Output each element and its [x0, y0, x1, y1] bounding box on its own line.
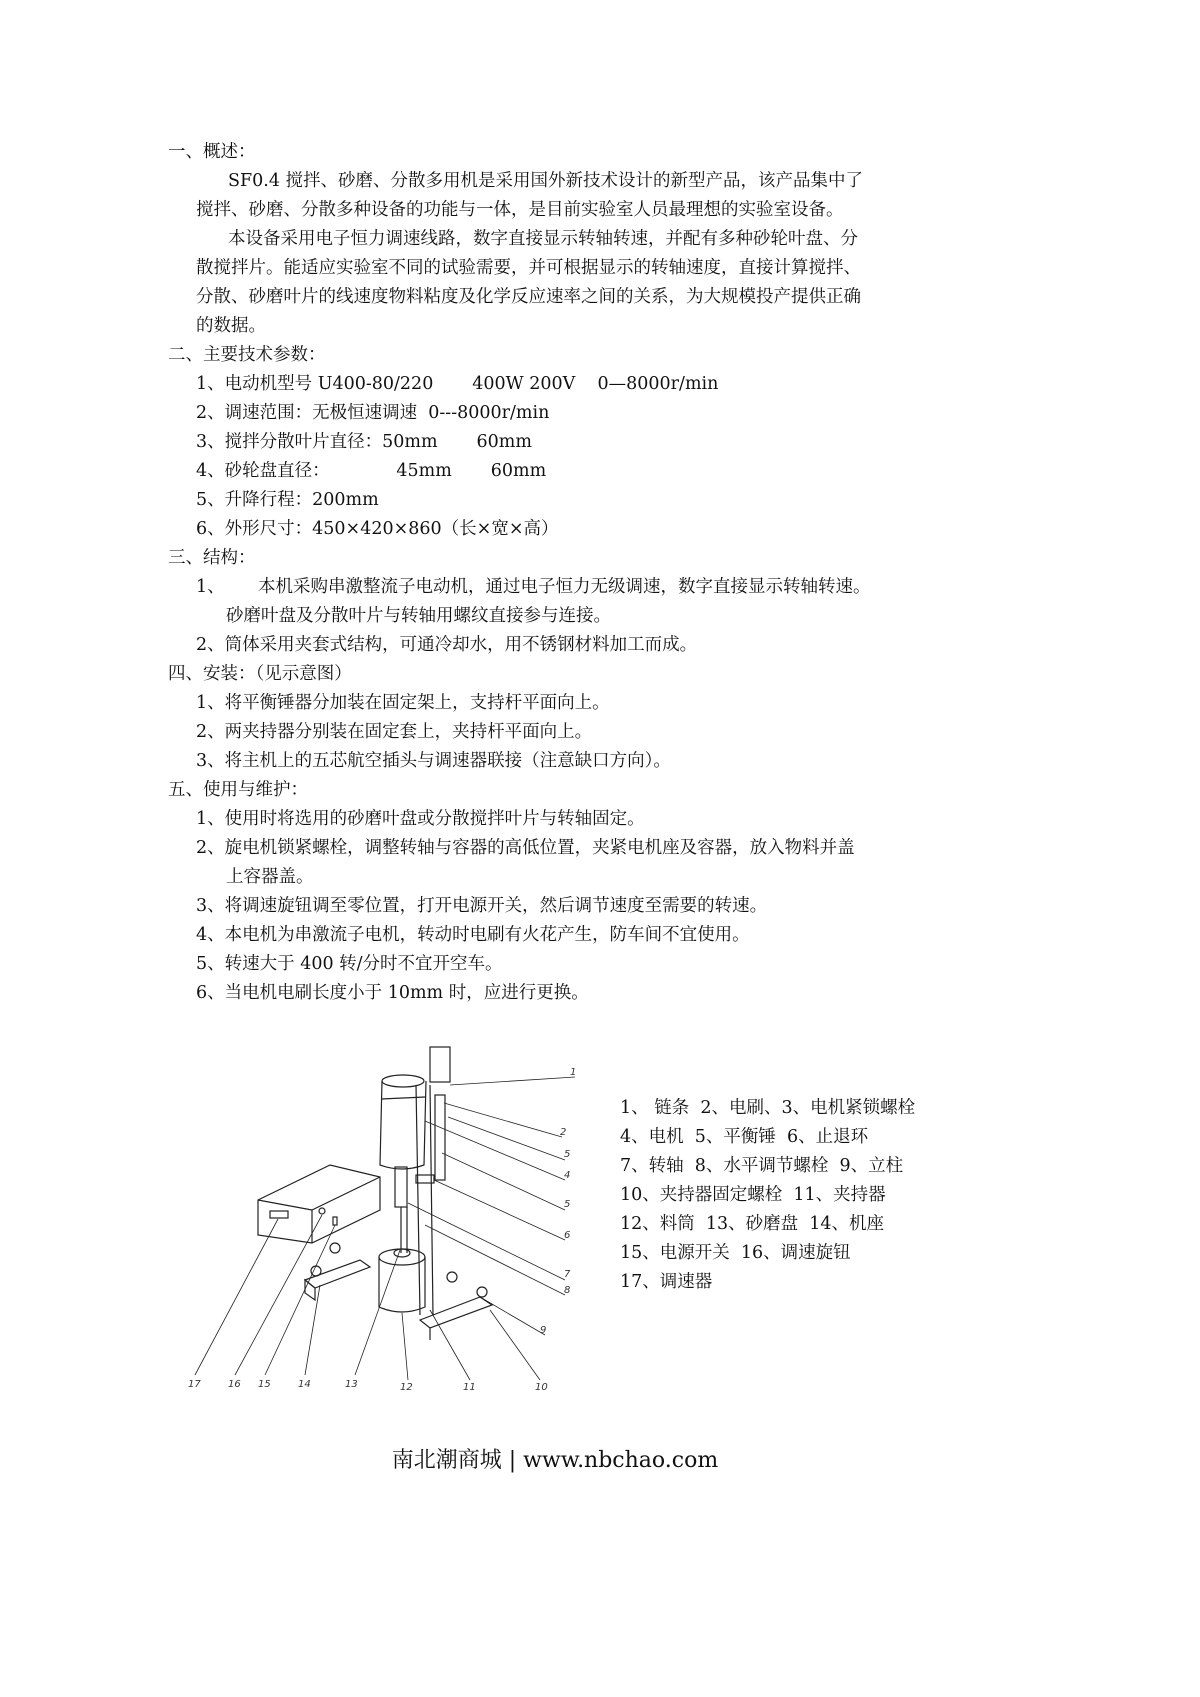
list-item: 4、本电机为串激流子电机，转动时电刷有火花产生，防车间不宜使用。 — [196, 925, 750, 945]
figure-number: 4 — [564, 1170, 571, 1181]
section-heading: 一、概述： — [168, 142, 256, 162]
leader-lines — [195, 1077, 575, 1380]
figure-number: 17 — [188, 1379, 201, 1390]
section-heading: 三、结构： — [168, 548, 256, 568]
document-body — [168, 138, 958, 1008]
machine-diagram — [180, 1035, 600, 1395]
legend-item: 10、夹持器固定螺栓 11、夹持器 — [620, 1185, 886, 1205]
list-item: 2、调速范围：无极恒速调速 0---8000r/min — [196, 403, 550, 423]
legend-item: 7、转轴 8、水平调节螺栓 9、立柱 — [620, 1156, 904, 1176]
base — [305, 1243, 492, 1340]
list-item: 4、砂轮盘直径： 45mm 60mm — [196, 461, 547, 481]
list-item: 5、转速大于 400 转/分时不宜开空车。 — [196, 954, 503, 974]
figure-number: 16 — [228, 1379, 241, 1390]
list-item: 上容器盖。 — [226, 867, 314, 887]
figure-number: 6 — [564, 1230, 571, 1241]
list-item: 6、外形尺寸：450×420×860（长×宽×高） — [196, 519, 559, 539]
figure-number: 8 — [564, 1285, 571, 1296]
list-item: 1、将平衡锤器分加装在固定架上，支持杆平面向上。 — [196, 693, 610, 713]
legend-item: 15、电源开关 16、调速旋钮 — [620, 1243, 851, 1263]
paragraph-line: 搅拌、砂磨、分散多种设备的功能与一体，是目前实验室人员最理想的实验室设备。 — [196, 200, 844, 220]
motor — [380, 1075, 426, 1253]
figure-number: 2 — [560, 1127, 567, 1138]
list-item: 2、旋电机锁紧螺栓，调整转轴与容器的高低位置，夹紧电机座及容器，放入物料并盖 — [196, 838, 855, 858]
figure-number: 10 — [535, 1382, 548, 1393]
list-item: 3、将主机上的五芯航空插头与调速器联接（注意缺口方向）。 — [196, 751, 671, 771]
figure-number: 1 — [570, 1067, 577, 1078]
paragraph-line: SF0.4 搅拌、砂磨、分散多用机是采用国外新技术设计的新型产品，该产品集中了 — [228, 171, 864, 191]
figure-number: 15 — [258, 1379, 271, 1390]
figure-number: 12 — [400, 1382, 413, 1393]
figure-number: 9 — [540, 1325, 547, 1336]
barrel — [379, 1249, 425, 1312]
list-item: 3、搅拌分散叶片直径：50mm 60mm — [196, 432, 532, 452]
list-item: 3、将调速旋钮调至零位置，打开电源开关，然后调节速度至需要的转速。 — [196, 896, 768, 916]
figure-number: 14 — [298, 1379, 311, 1390]
list-item: 1、电动机型号 U400-80/220 400W 200V 0—8000r/min — [196, 374, 719, 394]
list-item: 5、升降行程：200mm — [196, 490, 379, 510]
parts-legend — [620, 1094, 915, 1297]
legend-item: 1、 链条 2、电刷、3、电机紧锁螺栓 — [620, 1098, 916, 1118]
legend-item: 12、料筒 13、砂磨盘 14、机座 — [620, 1214, 885, 1234]
legend-item: 17、调速器 — [620, 1272, 713, 1292]
figure-number: 7 — [564, 1269, 571, 1280]
section-heading: 五、使用与维护： — [168, 780, 308, 800]
paragraph-line: 分散、砂磨叶片的线速度物料粘度及化学反应速率之间的关系，为大规模投产提供正确 — [196, 287, 861, 307]
list-item: 砂磨叶盘及分散叶片与转轴用螺纹直接参与连接。 — [226, 606, 611, 626]
section-heading: 四、安装：（见示意图） — [168, 664, 352, 684]
figure-numbers — [188, 1067, 576, 1393]
list-item: 2、两夹持器分别装在固定套上，夹持杆平面向上。 — [196, 722, 593, 742]
paragraph-line: 本设备采用电子恒力调速线路，数字直接显示转轴转速，并配有多种砂轮叶盘、分 — [228, 229, 858, 249]
list-item: 2、筒体采用夹套式结构，可通冷却水，用不锈钢材料加工而成。 — [196, 635, 698, 655]
paragraph-line: 的数据。 — [196, 316, 266, 336]
list-item: 1、使用时将选用的砂磨叶盘或分散搅拌叶片与转轴固定。 — [196, 809, 645, 829]
figure-number: 5 — [564, 1199, 571, 1210]
section-heading: 二、主要技术参数： — [168, 345, 326, 365]
controller-box — [258, 1165, 380, 1243]
figure-number: 13 — [345, 1379, 358, 1390]
footer-watermark: 南北潮商城 | www.nbchao.com — [391, 1448, 719, 1473]
list-item: 6、当电机电刷长度小于 10mm 时，应进行更换。 — [196, 983, 589, 1003]
figure-number: 5 — [564, 1149, 571, 1160]
paragraph-line: 散搅拌片。能适应实验室不同的试验需要，并可根据显示的转轴速度，直接计算搅拌、 — [196, 258, 861, 278]
legend-item: 4、电机 5、平衡锤 6、止退环 — [620, 1127, 869, 1147]
column — [416, 1047, 450, 1315]
figure-number: 11 — [463, 1382, 476, 1393]
list-item: 1、 本机采购串激整流子电动机，通过电子恒力无级调速，数字直接显示转轴转速。 — [196, 577, 871, 597]
